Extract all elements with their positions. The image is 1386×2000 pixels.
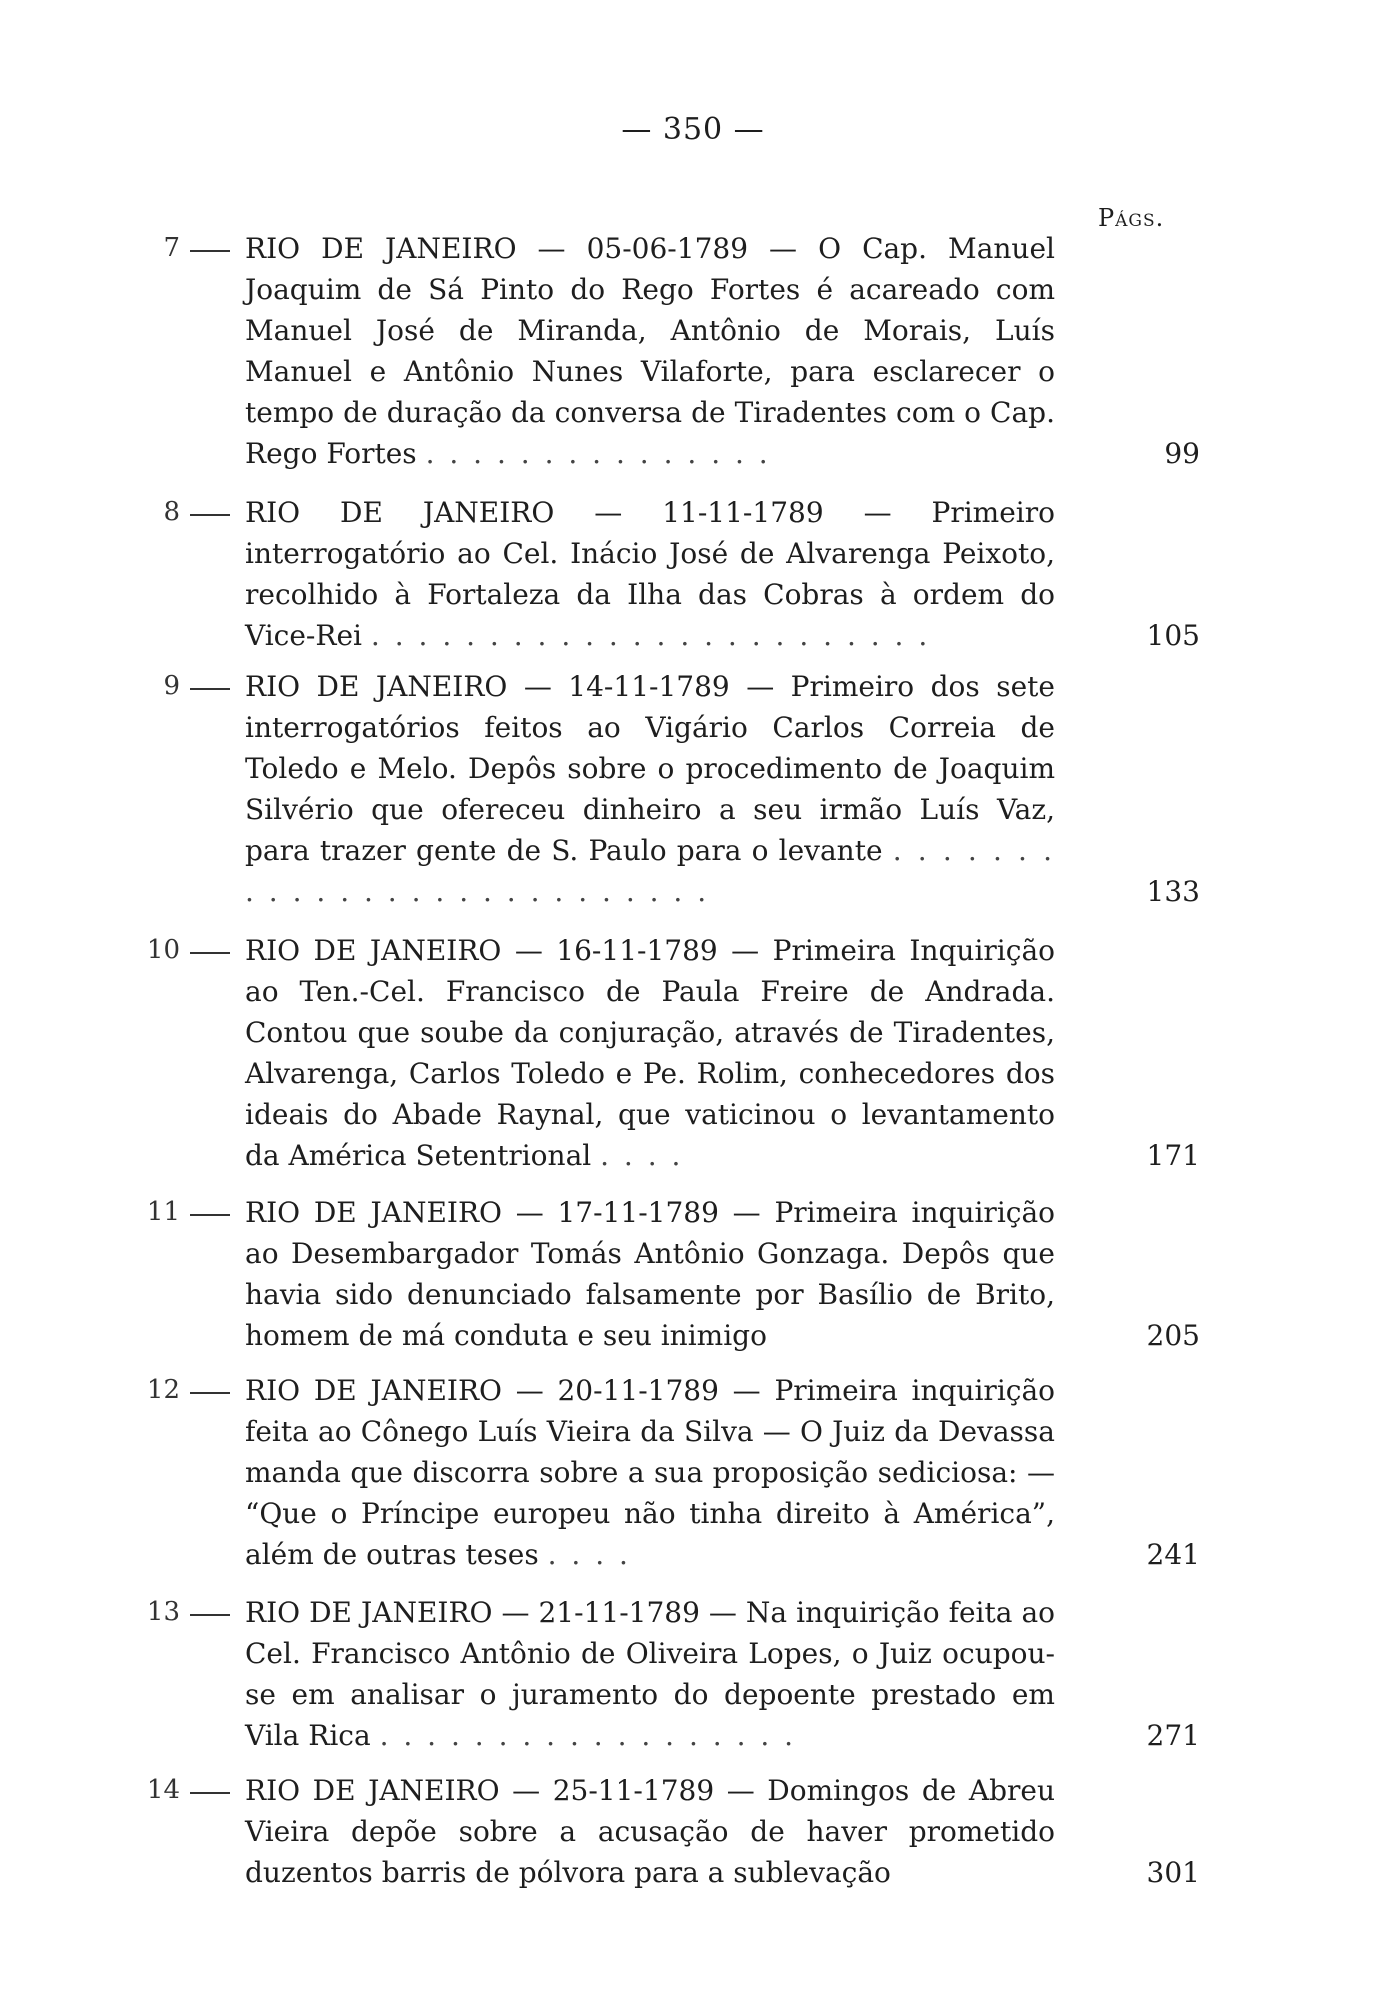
entry-number: 13	[146, 1597, 180, 1627]
entry-page-number: 301	[1146, 1856, 1200, 1889]
entry-description: RIO DE JANEIRO — 16-11-1789 — Primeira Inquirição ao Ten.-Cel. Francisco de Paula Freire de Andrada. Contou que soube da conjuração, através de Tiradentes, Alvarenga, Carlos Toledo e Pe. Rolim, conhecedores dos ideais do Abade Raynal, que vaticinou o levantamento da América Setentrional	[245, 934, 1055, 1172]
entry-number: 11	[146, 1197, 180, 1227]
dash-separator	[190, 514, 230, 516]
dot-leader: . . . .	[600, 1139, 684, 1172]
entry-description: RIO DE JANEIRO — 25-11-1789 — Domingos de Abreu Vieira depõe sobre a acusação de haver prometido duzentos barris de pólvora para a sublevação	[245, 1774, 1055, 1889]
entry-text	[245, 1370, 1055, 1575]
entry-description: RIO DE JANEIRO — 20-11-1789 — Primeira inquirição feita ao Cônego Luís Vieira da Silva — O Juiz da Devassa manda que discorra sobre a sua proposição sediciosa: — “Que o Príncipe europeu não tinha direito à América”, além de outras teses	[245, 1374, 1055, 1571]
entry-description: RIO DE JANEIRO — 21-11-1789 — Na inquirição feita ao Cel. Francisco Antônio de Oliveira Lopes, o Juiz ocupou-se em analisar o juramento do depoente prestado em Vila Rica	[245, 1596, 1055, 1752]
dash-separator	[190, 688, 230, 690]
dash-separator	[190, 952, 230, 954]
entry-page-number: 171	[1146, 1139, 1200, 1172]
dash-separator	[190, 250, 230, 252]
entry-page-number: 241	[1146, 1538, 1200, 1571]
dot-leader: . . . . . . . . . . . . . . . . . . . . . . . . . . .	[245, 834, 1055, 908]
entry-number: 12	[146, 1375, 180, 1405]
entry-description: RIO DE JANEIRO — 14-11-1789 — Primeiro dos sete interrogatórios feitos ao Vigário Carlos Correia de Toledo e Melo. Depôs sobre o procedimento de Joaquim Silvério que ofereceu dinheiro a seu irmão Luís Vaz, para trazer gente de S. Paulo para o levante	[245, 670, 1055, 867]
page-number: — 350 —	[621, 112, 765, 147]
dash-separator	[190, 1614, 230, 1616]
dot-leader: . . . . . . . . . . . . . . . . . .	[379, 1719, 797, 1752]
entry-number: 9	[163, 671, 180, 701]
entry-page-number: 271	[1146, 1719, 1200, 1752]
entry-number: 7	[163, 233, 180, 263]
entry-text	[245, 930, 1055, 1176]
entry-number: 14	[146, 1775, 180, 1805]
entry-text	[245, 1192, 1055, 1356]
entry-page-number: 105	[1146, 619, 1200, 652]
dash-separator	[190, 1214, 230, 1216]
dot-leader: . . . . . . . . . . . . . . .	[425, 437, 771, 470]
entry-description: RIO DE JANEIRO — 17-11-1789 — Primeira inquirição ao Desembargador Tomás Antônio Gonzaga. Depôs que havia sido denunciado falsamente por Basílio de Brito, homem de má conduta e seu inimigo	[245, 1196, 1055, 1352]
entry-page-number: 99	[1164, 437, 1200, 470]
dash-separator	[190, 1392, 230, 1394]
dot-leader: . . . . . . . . . . . . . . . . . . . . . . . .	[370, 619, 931, 652]
entry-number: 10	[146, 935, 180, 965]
entry-text	[245, 666, 1055, 912]
entry-text	[245, 1592, 1055, 1756]
entry-text	[245, 1770, 1055, 1893]
entry-text	[245, 228, 1055, 474]
entry-page-number: 133	[1146, 875, 1200, 908]
entry-description: RIO DE JANEIRO — 05-06-1789 — O Cap. Manuel Joaquim de Sá Pinto do Rego Fortes é acareado com Manuel José de Miranda, Antônio de Morais, Luís Manuel e Antônio Nunes Vilaforte, para esclarecer o tempo de duração da conversa de Tiradentes com o Cap. Rego Fortes	[245, 232, 1055, 470]
pages-column-label: Págs.	[1098, 204, 1165, 232]
entry-page-number: 205	[1146, 1319, 1200, 1352]
entry-description: RIO DE JANEIRO — 11-11-1789 — Primeiro interrogatório ao Cel. Inácio José de Alvarenga Peixoto, recolhido à Fortaleza da Ilha das Cobras à ordem do Vice-Rei	[245, 496, 1055, 652]
entry-text	[245, 492, 1055, 656]
entry-number: 8	[163, 497, 180, 527]
dot-leader: . . . .	[547, 1538, 631, 1571]
dash-separator	[190, 1792, 230, 1794]
